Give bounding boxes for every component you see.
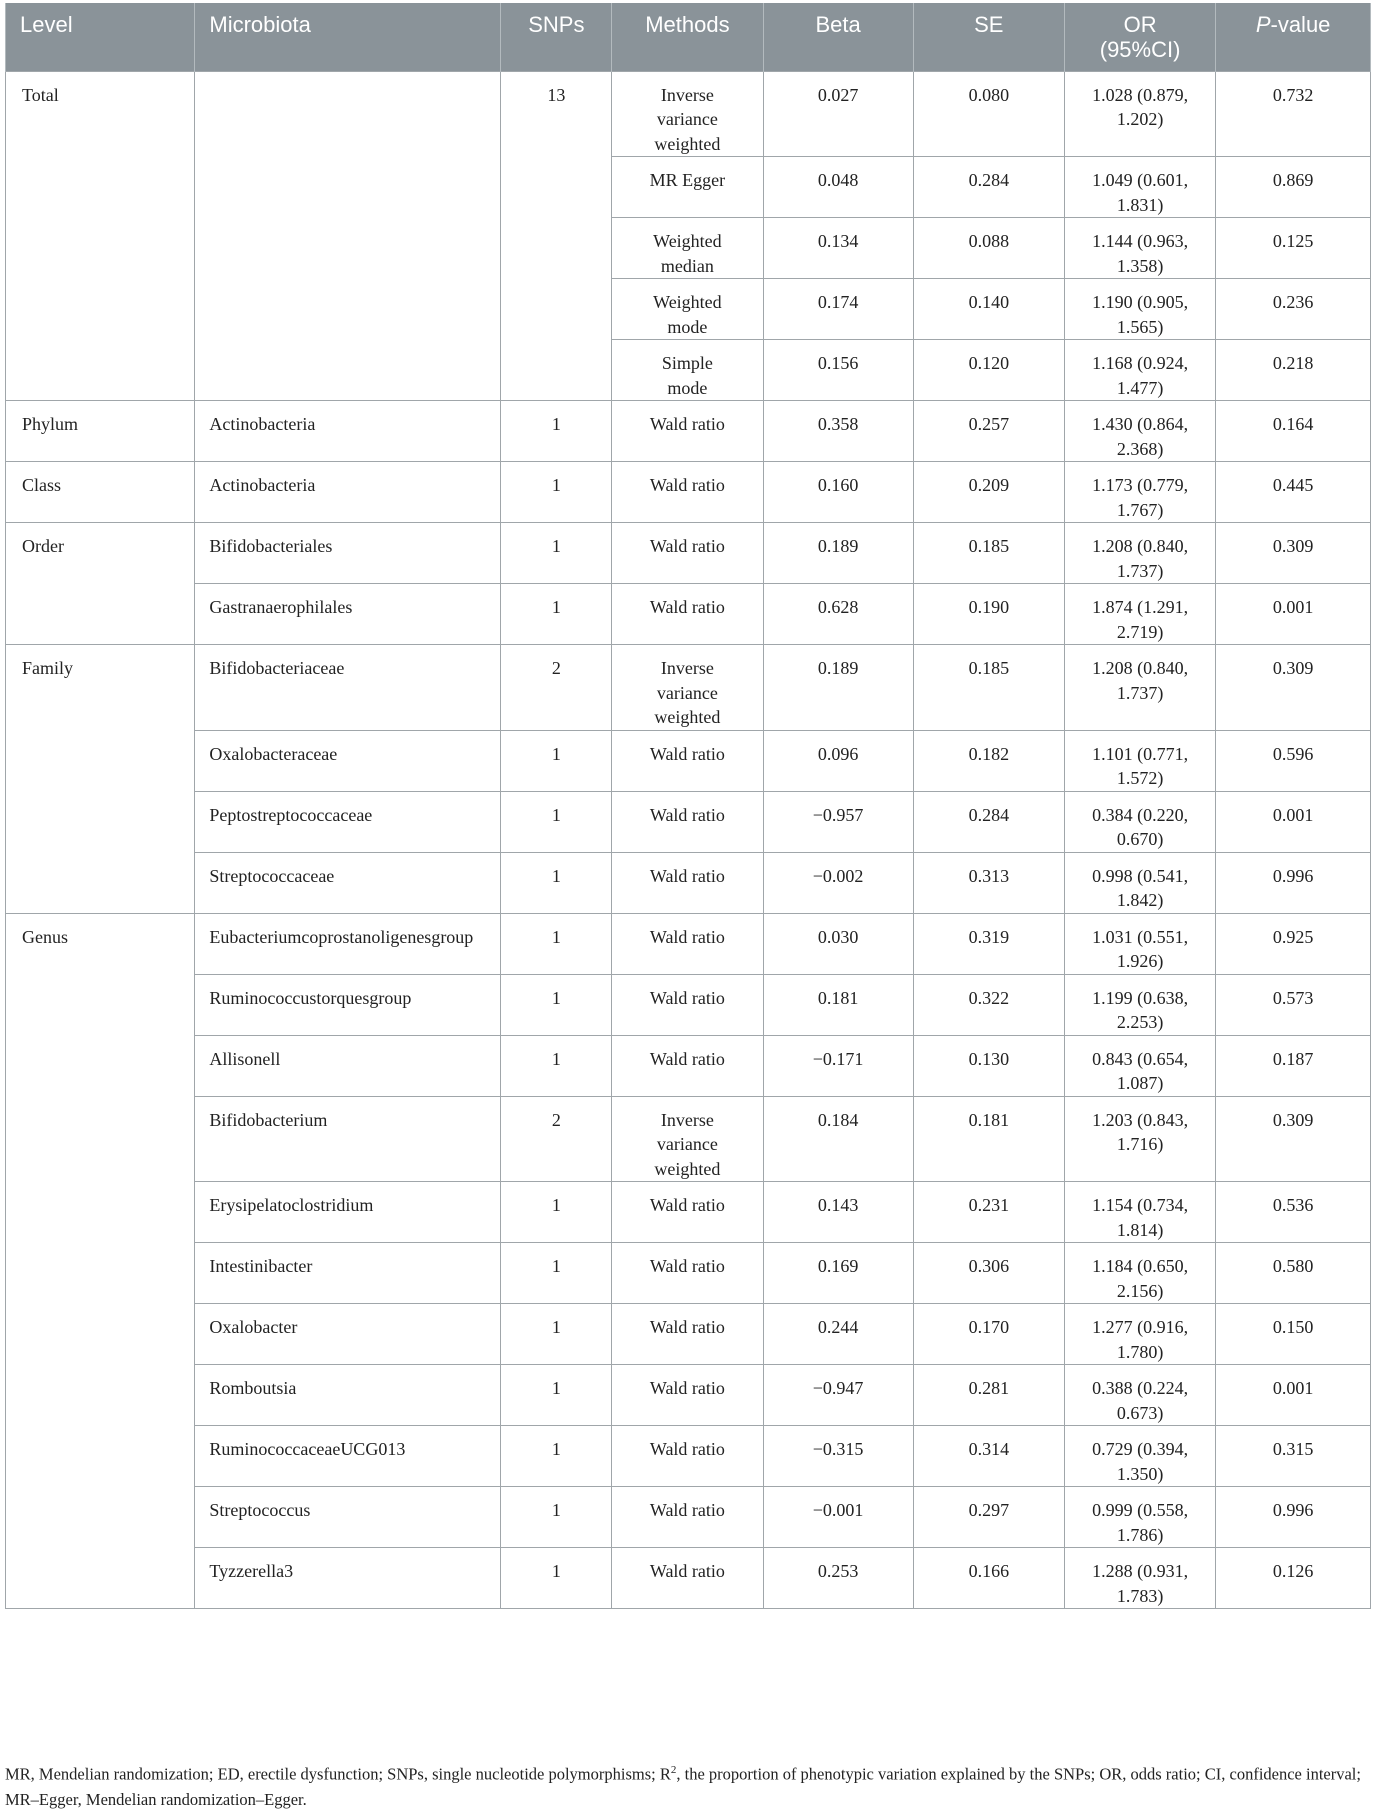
beta-cell: −0.001 [763, 1487, 913, 1548]
beta-cell: 0.358 [763, 401, 913, 462]
header-methods: Methods [612, 3, 763, 71]
table-row [6, 852, 1371, 913]
snps-cell: 1 [501, 584, 612, 645]
beta-cell: 0.027 [763, 71, 913, 157]
method-cell [612, 730, 763, 791]
or-cell-text: 1.208 (0.840, 1.737) [1092, 658, 1189, 703]
snps-cell: 1 [501, 1548, 612, 1609]
microbiota-cell: Actinobacteria [195, 401, 501, 462]
snps-cell: 2 [501, 645, 612, 731]
p-value-cell: 0.236 [1216, 279, 1371, 340]
or-cell [1064, 157, 1215, 218]
method-cell-text: Wald ratio [649, 597, 725, 617]
p-value-cell: 0.125 [1216, 218, 1371, 279]
microbiota-cell: Streptococcus [195, 1487, 501, 1548]
microbiota-cell: Ruminococcustorquesgroup [195, 974, 501, 1035]
se-cell: 0.181 [913, 1096, 1064, 1182]
or-cell-text: 1.203 (0.843, 1.716) [1092, 1109, 1189, 1154]
se-cell: 0.140 [913, 279, 1064, 340]
method-cell-text: Wald ratio [649, 1256, 725, 1276]
beta-cell: 0.143 [763, 1182, 913, 1243]
p-value-cell: 0.218 [1216, 340, 1371, 401]
footnote-text-2: , the proportion of phenotypic variation explained by the SNPs; OR, odds ratio; CI, confidence interval; MR–Egger, Mendelian randomization–Egger. [5, 1764, 1361, 1809]
se-cell: 0.313 [913, 852, 1064, 913]
or-cell [1064, 1304, 1215, 1365]
header-microbiota: Microbiota [195, 3, 501, 71]
footnote-superscript: 2 [670, 1764, 677, 1776]
or-cell [1064, 523, 1215, 584]
table-row [6, 1487, 1371, 1548]
method-cell-text: Wald ratio [649, 1048, 725, 1069]
p-value-cell: 0.315 [1216, 1426, 1371, 1487]
microbiota-cell: Eubacteriumcoprostanoligenesgroup [195, 913, 501, 974]
table-row [6, 913, 1371, 974]
snps-cell: 1 [501, 1035, 612, 1096]
microbiota-cell: Streptococcaceae [195, 852, 501, 913]
table-row [6, 1548, 1371, 1609]
p-value-cell: 0.580 [1216, 1243, 1371, 1304]
table-row [6, 645, 1371, 731]
method-cell [612, 584, 763, 645]
p-value-cell: 0.309 [1216, 645, 1371, 731]
snps-cell: 1 [501, 462, 612, 523]
snps-cell: 1 [501, 1487, 612, 1548]
or-cell [1064, 584, 1215, 645]
or-cell [1064, 791, 1215, 852]
or-cell-text: 1.288 (0.931, 1.783) [1092, 1561, 1189, 1606]
method-cell-text: Wald ratio [649, 414, 725, 434]
method-cell-text: Wald ratio [649, 1378, 725, 1398]
or-cell-text: 0.729 (0.394, 1.350) [1092, 1439, 1189, 1484]
or-cell-text: 1.028 (0.879, 1.202) [1092, 84, 1189, 129]
or-cell-text: 1.049 (0.601, 1.831) [1092, 170, 1189, 215]
method-cell [612, 340, 763, 401]
method-cell-text: Wald ratio [649, 1561, 725, 1581]
microbiota-cell: Bifidobacteriales [195, 523, 501, 584]
or-cell [1064, 340, 1215, 401]
se-cell: 0.281 [913, 1365, 1064, 1426]
beta-cell: 0.189 [763, 645, 913, 731]
se-cell: 0.185 [913, 523, 1064, 584]
table-row [6, 1365, 1371, 1426]
snps-cell: 1 [501, 1243, 612, 1304]
beta-cell: −0.947 [763, 1365, 913, 1426]
snps-cell: 1 [501, 791, 612, 852]
table-row [6, 71, 1371, 157]
or-cell-text: 1.144 (0.963, 1.358) [1092, 231, 1189, 276]
level-cell: Family [6, 645, 195, 914]
table-row [6, 1243, 1371, 1304]
or-cell-text: 1.168 (0.924, 1.477) [1092, 353, 1189, 398]
se-cell: 0.182 [913, 730, 1064, 791]
se-cell: 0.130 [913, 1035, 1064, 1096]
method-cell [612, 1365, 763, 1426]
method-cell-text: Wald ratio [649, 536, 725, 556]
method-cell [612, 913, 763, 974]
method-cell [612, 71, 763, 157]
snps-cell: 1 [501, 974, 612, 1035]
beta-cell: 0.244 [763, 1304, 913, 1365]
beta-cell: 0.169 [763, 1243, 913, 1304]
table-row [6, 1304, 1371, 1365]
microbiota-cell: RuminococcaceaeUCG013 [195, 1426, 501, 1487]
method-cell [612, 1182, 763, 1243]
or-cell [1064, 852, 1215, 913]
snps-cell: 1 [501, 1426, 612, 1487]
p-value-cell: 0.150 [1216, 1304, 1371, 1365]
or-cell-text: 1.874 (1.291, 2.719) [1092, 597, 1189, 642]
method-cell [612, 791, 763, 852]
table-row [6, 523, 1371, 584]
or-cell-text: 1.199 (0.638, 2.253) [1092, 987, 1189, 1032]
method-cell [612, 1096, 763, 1182]
or-cell-text: 1.173 (0.779, 1.767) [1092, 475, 1189, 520]
or-cell-text: 0.384 (0.220, 0.670) [1092, 804, 1189, 849]
method-cell [612, 1035, 763, 1096]
method-cell [612, 279, 763, 340]
snps-cell: 13 [501, 71, 612, 401]
method-cell-text: Wald ratio [649, 1195, 725, 1215]
or-cell [1064, 462, 1215, 523]
microbiota-cell: Actinobacteria [195, 462, 501, 523]
beta-cell: 0.134 [763, 218, 913, 279]
header-snps: SNPs [501, 3, 612, 71]
method-cell [612, 218, 763, 279]
p-value-cell: 0.445 [1216, 462, 1371, 523]
beta-cell: 0.048 [763, 157, 913, 218]
beta-cell: 0.160 [763, 462, 913, 523]
mr-results-table [5, 3, 1371, 1609]
or-cell [1064, 1096, 1215, 1182]
se-cell: 0.284 [913, 791, 1064, 852]
method-cell-text: Wald ratio [649, 1500, 725, 1520]
snps-cell: 1 [501, 1365, 612, 1426]
or-cell [1064, 645, 1215, 731]
method-cell-text: Weighted mode [653, 292, 722, 337]
table-row [6, 1035, 1371, 1096]
or-cell [1064, 913, 1215, 974]
method-cell-text: Weighted median [653, 231, 722, 276]
method-cell [612, 974, 763, 1035]
or-cell-text: 1.184 (0.650, 2.156) [1092, 1256, 1189, 1301]
table-row [6, 791, 1371, 852]
p-value-cell: 0.126 [1216, 1548, 1371, 1609]
method-cell [612, 1243, 763, 1304]
header-beta: Beta [763, 3, 913, 71]
microbiota-cell: Bifidobacterium [195, 1096, 501, 1182]
se-cell: 0.257 [913, 401, 1064, 462]
se-cell: 0.209 [913, 462, 1064, 523]
level-cell: Order [6, 523, 195, 645]
beta-cell: 0.156 [763, 340, 913, 401]
beta-cell: 0.628 [763, 584, 913, 645]
se-cell: 0.190 [913, 584, 1064, 645]
method-cell-text: Wald ratio [649, 475, 725, 495]
beta-cell: −0.171 [763, 1035, 913, 1096]
p-value-cell: 0.309 [1216, 1096, 1371, 1182]
se-cell: 0.170 [913, 1304, 1064, 1365]
snps-cell: 1 [501, 1182, 612, 1243]
microbiota-cell: Oxalobacteraceae [195, 730, 501, 791]
se-cell: 0.080 [913, 71, 1064, 157]
or-cell-text: 0.843 (0.654, 1.087) [1092, 1048, 1189, 1093]
snps-cell: 1 [501, 913, 612, 974]
beta-cell: 0.184 [763, 1096, 913, 1182]
method-cell [612, 1548, 763, 1609]
microbiota-cell: Peptostreptococcaceae [195, 791, 501, 852]
or-cell-text: 1.031 (0.551, 1.926) [1092, 926, 1189, 971]
results-table-container [5, 3, 1371, 1609]
se-cell: 0.166 [913, 1548, 1064, 1609]
or-cell [1064, 1182, 1215, 1243]
p-value-cell: 0.309 [1216, 523, 1371, 584]
level-cell: Total [6, 71, 195, 401]
header-or-line1: OR [1123, 12, 1157, 37]
method-cell [612, 1304, 763, 1365]
table-row [6, 730, 1371, 791]
se-cell: 0.120 [913, 340, 1064, 401]
microbiota-cell: Bifidobacteriaceae [195, 645, 501, 731]
p-value-cell: 0.536 [1216, 1182, 1371, 1243]
or-cell-text: 0.999 (0.558, 1.786) [1092, 1500, 1189, 1545]
method-cell-text: Wald ratio [649, 987, 725, 1008]
table-row [6, 1096, 1371, 1182]
p-value-cell: 0.996 [1216, 1487, 1371, 1548]
method-cell [612, 645, 763, 731]
p-value-cell: 0.164 [1216, 401, 1371, 462]
or-cell-text: 1.154 (0.734, 1.814) [1092, 1195, 1189, 1240]
beta-cell: 0.189 [763, 523, 913, 584]
microbiota-cell: Intestinibacter [195, 1243, 501, 1304]
or-cell [1064, 1035, 1215, 1096]
beta-cell: 0.181 [763, 974, 913, 1035]
p-value-cell: 0.187 [1216, 1035, 1371, 1096]
microbiota-cell: Gastranaerophilales [195, 584, 501, 645]
or-cell [1064, 730, 1215, 791]
microbiota-cell: Oxalobacter [195, 1304, 501, 1365]
microbiota-cell [195, 71, 501, 401]
p-value-cell: 0.001 [1216, 584, 1371, 645]
table-row [6, 1182, 1371, 1243]
header-or [1064, 3, 1215, 71]
table-row [6, 974, 1371, 1035]
level-cell: Class [6, 462, 195, 523]
method-cell-text: Wald ratio [649, 743, 725, 764]
beta-cell: 0.030 [763, 913, 913, 974]
table-footnote [5, 1758, 1371, 1812]
or-cell-text: 0.388 (0.224, 0.673) [1092, 1378, 1189, 1423]
method-cell [612, 852, 763, 913]
p-value-cell: 0.596 [1216, 730, 1371, 791]
p-value-cell: 0.732 [1216, 71, 1371, 157]
or-cell [1064, 1243, 1215, 1304]
se-cell: 0.319 [913, 913, 1064, 974]
microbiota-cell: Tyzzerella3 [195, 1548, 501, 1609]
footnote-text-1: MR, Mendelian randomization; ED, erectile dysfunction; SNPs, single nucleotide polymorphisms; R [5, 1764, 671, 1784]
header-p-rest: -value [1270, 12, 1331, 37]
table-row [6, 1426, 1371, 1487]
beta-cell: −0.002 [763, 852, 913, 913]
microbiota-cell: Romboutsia [195, 1365, 501, 1426]
snps-cell: 1 [501, 523, 612, 584]
beta-cell: −0.315 [763, 1426, 913, 1487]
or-cell [1064, 1487, 1215, 1548]
se-cell: 0.322 [913, 974, 1064, 1035]
header-or-line2: (95%CI) [1099, 37, 1181, 62]
table-row [6, 462, 1371, 523]
beta-cell: 0.096 [763, 730, 913, 791]
snps-cell: 2 [501, 1096, 612, 1182]
microbiota-cell: Allisonell [195, 1035, 501, 1096]
or-cell [1064, 1548, 1215, 1609]
or-cell [1064, 1365, 1215, 1426]
se-cell: 0.297 [913, 1487, 1064, 1548]
or-cell-text: 1.208 (0.840, 1.737) [1092, 536, 1189, 581]
or-cell-text: 1.101 (0.771, 1.572) [1092, 743, 1189, 788]
or-cell [1064, 279, 1215, 340]
snps-cell: 1 [501, 401, 612, 462]
or-cell [1064, 1426, 1215, 1487]
se-cell: 0.314 [913, 1426, 1064, 1487]
p-value-cell: 0.001 [1216, 791, 1371, 852]
method-cell-text: MR Egger [649, 170, 726, 190]
p-value-cell: 0.573 [1216, 974, 1371, 1035]
snps-cell: 1 [501, 1304, 612, 1365]
snps-cell: 1 [501, 730, 612, 791]
se-cell: 0.088 [913, 218, 1064, 279]
method-cell-text: Wald ratio [649, 1317, 725, 1337]
or-cell-text: 0.998 (0.541, 1.842) [1092, 865, 1189, 910]
beta-cell: 0.174 [763, 279, 913, 340]
method-cell [612, 462, 763, 523]
header-se: SE [913, 3, 1064, 71]
p-value-cell: 0.996 [1216, 852, 1371, 913]
table-row [6, 401, 1371, 462]
snps-cell: 1 [501, 852, 612, 913]
se-cell: 0.284 [913, 157, 1064, 218]
method-cell-text: Wald ratio [649, 804, 725, 825]
method-cell [612, 1487, 763, 1548]
method-cell [612, 157, 763, 218]
method-cell-text: Wald ratio [649, 865, 725, 886]
method-cell [612, 523, 763, 584]
method-cell-text: Inverse variance weighted [654, 1109, 721, 1179]
beta-cell: −0.957 [763, 791, 913, 852]
method-cell [612, 1426, 763, 1487]
or-cell [1064, 71, 1215, 157]
level-cell: Phylum [6, 401, 195, 462]
level-cell: Genus [6, 913, 195, 1609]
p-value-cell: 0.869 [1216, 157, 1371, 218]
or-cell [1064, 218, 1215, 279]
header-p-value [1216, 3, 1371, 71]
p-value-cell: 0.925 [1216, 913, 1371, 974]
se-cell: 0.231 [913, 1182, 1064, 1243]
or-cell-text: 1.430 (0.864, 2.368) [1092, 414, 1189, 459]
method-cell-text: Simple mode [661, 353, 713, 398]
or-cell-text: 1.190 (0.905, 1.565) [1092, 292, 1189, 337]
microbiota-cell: Erysipelatoclostridium [195, 1182, 501, 1243]
or-cell [1064, 974, 1215, 1035]
p-value-cell: 0.001 [1216, 1365, 1371, 1426]
method-cell-text: Wald ratio [649, 1439, 725, 1459]
or-cell [1064, 401, 1215, 462]
method-cell-text: Inverse variance weighted [654, 658, 721, 727]
se-cell: 0.306 [913, 1243, 1064, 1304]
table-body [6, 71, 1371, 1609]
table-row [6, 584, 1371, 645]
header-level: Level [6, 3, 195, 71]
method-cell-text: Inverse variance weighted [654, 84, 721, 154]
beta-cell: 0.253 [763, 1548, 913, 1609]
or-cell-text: 1.277 (0.916, 1.780) [1092, 1317, 1189, 1362]
table-header-row [6, 3, 1371, 71]
method-cell-text: Wald ratio [649, 926, 725, 947]
method-cell [612, 401, 763, 462]
se-cell: 0.185 [913, 645, 1064, 731]
header-p-italic: P [1255, 12, 1271, 37]
